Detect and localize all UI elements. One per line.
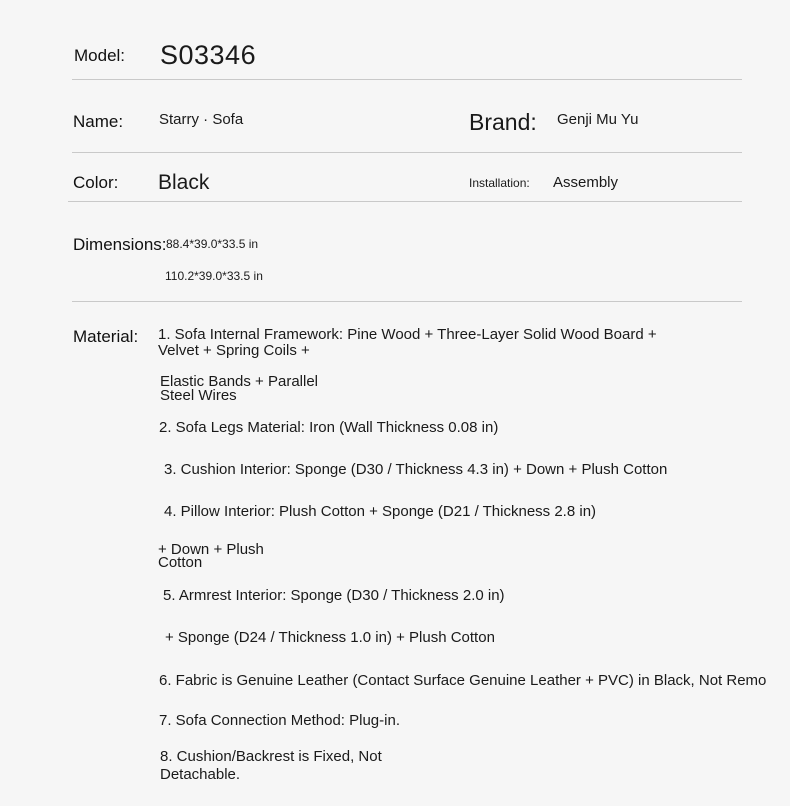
divider (72, 79, 742, 80)
installation-value: Assembly (553, 174, 619, 191)
material-line: Cotton (158, 554, 203, 571)
material-line: 3. Cushion Interior: Sponge (D30 / Thickness 4.3 in) + Down + Plush Cotton (164, 461, 668, 478)
material-line: + Sponge (D24 / Thickness 1.0 in) + Plush Cotton (165, 629, 495, 646)
material-line: Detachable. (160, 766, 241, 783)
material-line: + Down + Plush (158, 541, 264, 558)
material-line: 4. Pillow Interior: Plush Cotton + Sponge (D21 / Thickness 2.8 in) (164, 503, 597, 520)
material-line: 5. Armrest Interior: Sponge (D30 / Thickness 2.0 in) (163, 587, 505, 604)
divider (72, 152, 742, 153)
material-label: Material: (73, 327, 139, 346)
material-line: 2. Sofa Legs Material: Iron (Wall Thickness 0.08 in) (159, 419, 499, 436)
dimension-value-1: 88.4*39.0*33.5 in (166, 237, 259, 251)
model-label: Model: (74, 46, 126, 65)
material-line: 1. Sofa Internal Framework: Pine Wood + Three-Layer Solid Wood Board + (158, 326, 657, 343)
color-value: Black (158, 171, 210, 194)
material-line: Steel Wires (160, 387, 237, 404)
name-label: Name: (73, 112, 124, 131)
dimensions-label: Dimensions: (73, 235, 167, 254)
material-line: Velvet + Spring Coils + (158, 342, 310, 359)
dimension-value-2: 110.2*39.0*33.5 in (165, 269, 263, 283)
divider (72, 301, 742, 302)
material-line: 6. Fabric is Genuine Leather (Contact Surface Genuine Leather + PVC) in Black, Not Remo (159, 672, 767, 689)
divider (68, 201, 742, 202)
color-label: Color: (73, 173, 119, 192)
material-line: 7. Sofa Connection Method: Plug-in. (159, 712, 400, 729)
name-value: Starry · Sofa (159, 111, 244, 128)
installation-label: Installation: (469, 176, 530, 190)
brand-label: Brand: (469, 109, 537, 135)
model-value: S03346 (160, 40, 257, 70)
brand-value: Genji Mu Yu (557, 111, 639, 128)
material-line: 8. Cushion/Backrest is Fixed, Not (160, 748, 382, 765)
material-line: Elastic Bands + Parallel (160, 373, 318, 390)
